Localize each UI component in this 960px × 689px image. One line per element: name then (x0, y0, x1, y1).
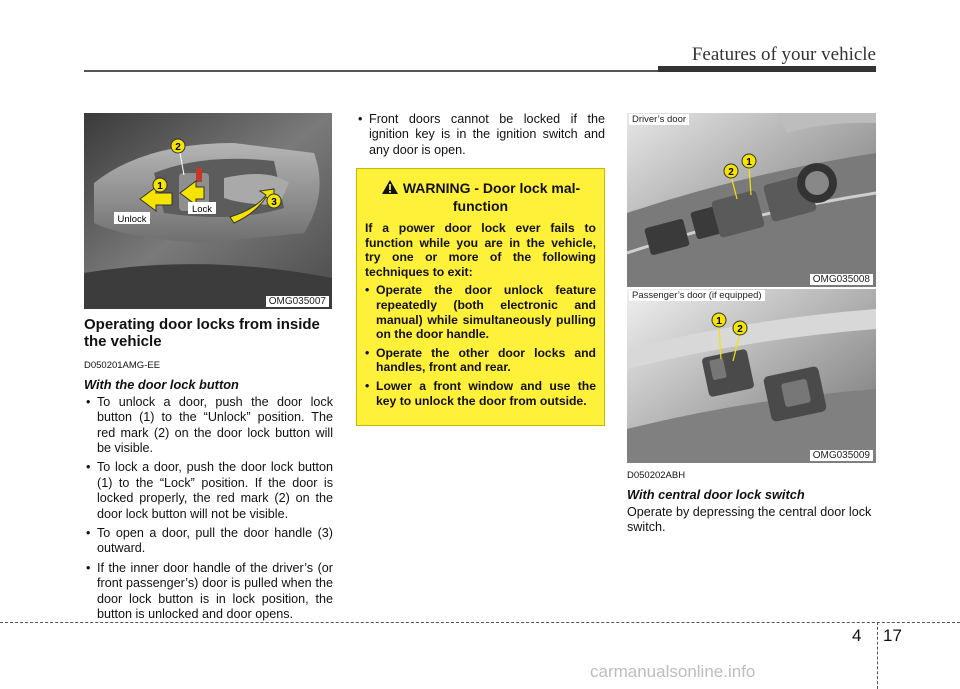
callout-2: 2 (728, 167, 734, 178)
figure-caption: Passenger’s door (if equipped) (629, 290, 765, 301)
warning-list (365, 283, 596, 408)
section-heading: Operating door locks from inside the vehicle (84, 316, 320, 350)
list-item: • Front doors cannot be locked if the ignition key is in the ignition switch and any door is open. (356, 112, 605, 158)
reference-code: D050202ABH (627, 470, 686, 481)
figure-code: OMG035008 (810, 274, 873, 285)
passenger-door-figure (627, 289, 876, 463)
list-item: • If the inner door handle of the driver’s (or front passenger’s) door is pulled when the door lock button is in lock position, the button is unlocked and door opens. (84, 561, 333, 623)
figure-code: OMG035009 (810, 450, 873, 461)
passenger-door-illustration (627, 289, 876, 463)
list-item: • To open a door, pull the door handle (3) outward. (84, 526, 333, 557)
callout-3: 3 (271, 197, 277, 208)
warning-title-row (365, 179, 596, 214)
door-handle-illustration (84, 113, 332, 309)
callout-2: 2 (175, 142, 181, 153)
label-unlock: Unlock (117, 214, 147, 225)
right-column (627, 468, 876, 536)
header-tab (658, 66, 876, 72)
door-handle-figure (84, 113, 332, 309)
chapter-number: 4 (852, 626, 862, 645)
footer-rule (0, 622, 960, 623)
subheading: With central door lock switch (627, 487, 805, 503)
warning-box (356, 168, 605, 426)
callout-1: 1 (716, 316, 722, 327)
callout-1: 1 (746, 157, 752, 168)
list-item: • Operate the other door locks and handles, front and rear. (365, 346, 596, 375)
left-column (84, 316, 333, 627)
driver-door-figure (627, 113, 876, 287)
callout-1: 1 (157, 181, 163, 192)
list-item: • Operate the door unlock feature repeatedly (both electronic and manual) while simultaneously pulling on the door handle. (365, 283, 596, 341)
warning-title: WARNING - Door lock malfunction (402, 180, 581, 214)
watermark: carmanualsonline.info (590, 662, 756, 681)
warning-icon (381, 179, 399, 198)
reference-code: D050201AMG-EE (84, 360, 161, 371)
footer-divider (877, 622, 878, 689)
figure-code: OMG035007 (266, 296, 329, 307)
warning-body: If a power door lock ever fails to function while you are in the vehicle, try one or more of the following techniques to exit: (365, 221, 596, 279)
body-text: Operate by depressing the central door lock switch. (627, 504, 872, 535)
middle-column (356, 112, 605, 162)
list-item: • To unlock a door, push the door lock button (1) to the “Unlock” position. The red mark (2) on the door lock button will be visible. (84, 395, 333, 457)
instruction-list (84, 395, 333, 623)
figure-caption: Driver’s door (629, 114, 689, 125)
callout-2: 2 (737, 324, 743, 335)
page-number: 17 (883, 626, 902, 645)
subheading: With the door lock button (84, 377, 239, 393)
list-item: • Lower a front window and use the key to unlock the door from outside. (365, 379, 596, 408)
driver-door-illustration (627, 113, 876, 287)
list-item: • To lock a door, push the door lock button (1) to the “Lock” position. If the door is locked properly, the red mark (2) on the door lock button will not be visible. (84, 460, 333, 522)
label-lock: Lock (191, 204, 213, 215)
note-list (356, 112, 605, 158)
section-title: Features of your vehicle (691, 44, 876, 65)
